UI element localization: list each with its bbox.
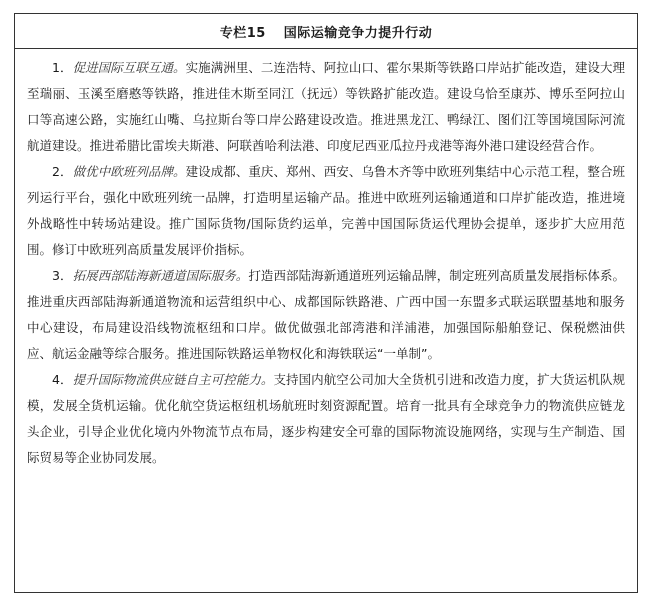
item-paragraph: [27, 367, 625, 471]
item-lead: 提升国际物流供应链自主可控能力。: [72, 372, 274, 387]
column-title: 国际运输竞争力提升行动: [283, 25, 433, 41]
column-box: [14, 13, 638, 593]
item-text: 实施满洲里、二连浩特、阿拉山口、霍尔果斯等铁路口岸站扩能改造，建设大理至瑞丽、玉溪至磨憨等铁路，推进佳木斯至同江（抚远）等铁路扩能改造。建设乌恰至康苏、博乐至阿拉山口等高速公路，实施红山嘴、乌拉斯台等口岸公路建设改造。推进黑龙江、鸭绿江、图们江等国境国际河流航道建设。推进希腊比雷埃夫斯港、阿联酋哈利法港、印度尼西亚瓜拉丹戎港等海外港口建设经营合作。: [27, 60, 625, 153]
item-paragraph: [27, 263, 625, 367]
item-number: 4．: [52, 372, 73, 387]
item-text: 支持国内航空公司加大全货机引进和改造力度，扩大货运机队规模，发展全货机运输。优化航空货运枢纽机场航班时刻资源配置。培育一批具有全球竞争力的物流供应链龙头企业，引导企业优化境内外物流节点布局，逐步构建安全可靠的国际物流设施网络，实现与生产制造、国际贸易等企业协同发展。: [27, 372, 625, 465]
item-text: 打造西部陆海新通道班列运输品牌，制定班列高质量发展指标体系。推进重庆西部陆海新通道物流和运营组织中心、成都国际铁路港、广西中国一东盟多式联运联盟基地和服务中心建设，布局建设沿线物流枢纽和口岸。做优做强北部湾港和洋浦港，加强国际船舶登记、保税燃油供应、航运金融等综合服务。推进国际铁路运单物权化和海铁联运“一单制”。: [27, 268, 625, 361]
item-number: 1．: [52, 60, 73, 75]
item-number: 2．: [52, 164, 73, 179]
item-paragraph: [27, 55, 625, 159]
item-lead: 促进国际互联互通。: [72, 60, 186, 75]
item-paragraph: [27, 159, 625, 263]
column-body: [15, 49, 637, 471]
column-label: 专栏15: [219, 25, 266, 41]
column-header: [15, 14, 637, 49]
item-text: 建设成都、重庆、郑州、西安、乌鲁木齐等中欧班列集结中心示范工程，整合班列运行平台，强化中欧班列统一品牌，打造明星运输产品。推进中欧班列运输通道和口岸扩能改造，推进境外战略性中转场站建设。推广国际货物/国际货约运单，完善中国国际货运代理协会提单，逐步扩大应用范围。修订中欧班列高质量发展评价指标。: [27, 164, 625, 257]
item-number: 3．: [52, 268, 73, 283]
item-lead: 拓展西部陆海新通道国际服务。: [72, 268, 249, 283]
item-lead: 做优中欧班列品牌。: [72, 164, 186, 179]
